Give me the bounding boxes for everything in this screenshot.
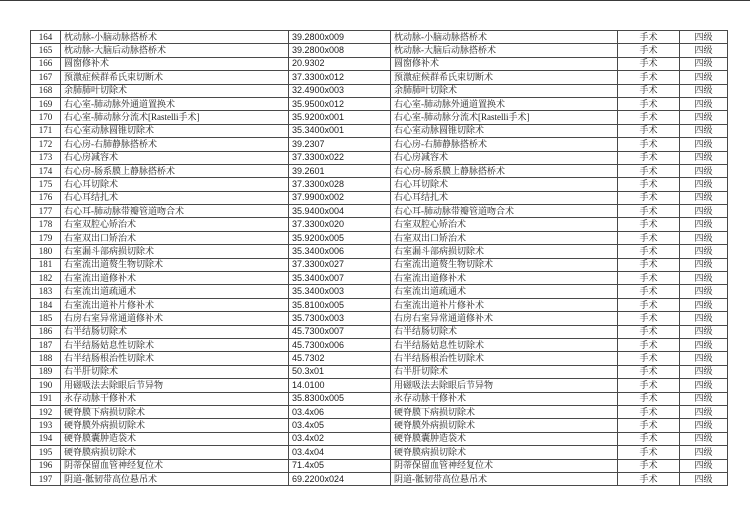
level-cell: 四级: [680, 325, 728, 338]
row-number-cell: 196: [31, 459, 61, 472]
procedure-name-repeat-cell: 硬脊膜囊肿造袋术: [391, 432, 618, 445]
category-cell: 手术: [618, 446, 680, 459]
procedure-name-repeat-cell: 右心房-右肺静脉搭桥术: [391, 138, 618, 151]
procedure-name-cell: 用磁吸法去除眼后节异物: [61, 379, 289, 392]
procedure-name-cell: 右房右室异常通道修补术: [61, 312, 289, 325]
procedure-code-cell: 39.2800x009: [289, 31, 391, 44]
procedure-code-cell: 37.9900x002: [289, 191, 391, 204]
row-number-cell: 170: [31, 111, 61, 124]
row-number-cell: 192: [31, 405, 61, 418]
level-cell: 四级: [680, 419, 728, 432]
procedure-code-cell: 35.9400x004: [289, 205, 391, 218]
procedure-name-repeat-cell: 圆窗修补术: [391, 57, 618, 70]
procedure-name-cell: 硬脊膜下病损切除术: [61, 405, 289, 418]
procedure-name-repeat-cell: 右半肝切除术: [391, 365, 618, 378]
table-row: [31, 151, 728, 164]
procedure-name-repeat-cell: 右心耳-肺动脉带瓣管道吻合术: [391, 205, 618, 218]
category-cell: 手术: [618, 124, 680, 137]
level-cell: 四级: [680, 352, 728, 365]
category-cell: 手术: [618, 312, 680, 325]
table-row: [31, 338, 728, 351]
procedure-name-cell: 硬脊膜囊肿造袋术: [61, 432, 289, 445]
level-cell: 四级: [680, 57, 728, 70]
category-cell: 手术: [618, 258, 680, 271]
procedure-code-cell: 45.7300x006: [289, 338, 391, 351]
row-number-cell: 189: [31, 365, 61, 378]
level-cell: 四级: [680, 31, 728, 44]
table-row: [31, 191, 728, 204]
procedure-name-cell: 右室流出道补片修补术: [61, 298, 289, 311]
level-cell: 四级: [680, 298, 728, 311]
level-cell: 四级: [680, 338, 728, 351]
procedure-name-cell: 右半结肠根治性切除术: [61, 352, 289, 365]
row-number-cell: 182: [31, 272, 61, 285]
row-number-cell: 186: [31, 325, 61, 338]
procedure-name-repeat-cell: 余肺肺叶切除术: [391, 84, 618, 97]
row-number-cell: 178: [31, 218, 61, 231]
category-cell: 手术: [618, 71, 680, 84]
row-number-cell: 173: [31, 151, 61, 164]
level-cell: 四级: [680, 285, 728, 298]
table-row: [31, 138, 728, 151]
category-cell: 手术: [618, 191, 680, 204]
table-row: [31, 352, 728, 365]
table-row: [31, 231, 728, 244]
procedure-name-cell: 预激症候群希氏束切断术: [61, 71, 289, 84]
table-row: [31, 164, 728, 177]
row-number-cell: 185: [31, 312, 61, 325]
row-number-cell: 166: [31, 57, 61, 70]
category-cell: 手术: [618, 365, 680, 378]
procedure-name-repeat-cell: 右室双出口矫治术: [391, 231, 618, 244]
category-cell: 手术: [618, 432, 680, 445]
table-row: [31, 405, 728, 418]
procedure-name-cell: 右心室-肺动脉分流术[Rastelli手术]: [61, 111, 289, 124]
table-row: [31, 245, 728, 258]
category-cell: 手术: [618, 31, 680, 44]
procedure-name-repeat-cell: 枕动脉-小脑动脉搭桥术: [391, 31, 618, 44]
row-number-cell: 179: [31, 231, 61, 244]
table-row: [31, 124, 728, 137]
level-cell: 四级: [680, 405, 728, 418]
procedure-name-repeat-cell: 右心房减容术: [391, 151, 618, 164]
procedure-name-cell: 阴蒂保留血管神经复位术: [61, 459, 289, 472]
procedure-name-cell: 右心耳切除术: [61, 178, 289, 191]
table-row: [31, 31, 728, 44]
procedure-code-cell: 50.3x01: [289, 365, 391, 378]
category-cell: 手术: [618, 419, 680, 432]
table-row: [31, 472, 728, 485]
row-number-cell: 184: [31, 298, 61, 311]
procedure-name-repeat-cell: 永存动脉干修补术: [391, 392, 618, 405]
row-number-cell: 164: [31, 31, 61, 44]
procedure-name-repeat-cell: 阴蒂保留血管神经复位术: [391, 459, 618, 472]
procedure-code-cell: 71.4x05: [289, 459, 391, 472]
table-row: [31, 97, 728, 110]
level-cell: 四级: [680, 164, 728, 177]
procedure-name-cell: 右室流出道修补术: [61, 272, 289, 285]
level-cell: 四级: [680, 231, 728, 244]
procedure-name-repeat-cell: 硬脊膜外病损切除术: [391, 419, 618, 432]
table-row: [31, 446, 728, 459]
row-number-cell: 165: [31, 44, 61, 57]
row-number-cell: 177: [31, 205, 61, 218]
procedure-name-repeat-cell: 预激症候群希氏束切断术: [391, 71, 618, 84]
row-number-cell: 167: [31, 71, 61, 84]
table-row: [31, 111, 728, 124]
procedure-name-repeat-cell: 右心室-肺动脉外通道置换术: [391, 97, 618, 110]
procedure-code-cell: 39.2601: [289, 164, 391, 177]
row-number-cell: 168: [31, 84, 61, 97]
row-number-cell: 194: [31, 432, 61, 445]
row-number-cell: 181: [31, 258, 61, 271]
procedure-code-cell: 39.2307: [289, 138, 391, 151]
level-cell: 四级: [680, 245, 728, 258]
procedure-code-cell: 32.4900x003: [289, 84, 391, 97]
procedure-name-cell: 阴道-骶韧带高位悬吊术: [61, 472, 289, 485]
category-cell: 手术: [618, 298, 680, 311]
procedure-name-cell: 右室流出道疏通术: [61, 285, 289, 298]
procedure-code-cell: 35.9200x001: [289, 111, 391, 124]
level-cell: 四级: [680, 84, 728, 97]
procedure-name-cell: 右心室-肺动脉外通道置换术: [61, 97, 289, 110]
table-row: [31, 365, 728, 378]
category-cell: 手术: [618, 84, 680, 97]
procedure-code-cell: 03.4x06: [289, 405, 391, 418]
table-row: [31, 272, 728, 285]
category-cell: 手术: [618, 405, 680, 418]
level-cell: 四级: [680, 392, 728, 405]
level-cell: 四级: [680, 312, 728, 325]
category-cell: 手术: [618, 472, 680, 485]
row-number-cell: 175: [31, 178, 61, 191]
level-cell: 四级: [680, 191, 728, 204]
procedure-name-cell: 右心房-右肺静脉搭桥术: [61, 138, 289, 151]
category-cell: 手术: [618, 379, 680, 392]
category-cell: 手术: [618, 111, 680, 124]
level-cell: 四级: [680, 365, 728, 378]
row-number-cell: 191: [31, 392, 61, 405]
procedure-code-cell: 45.7302: [289, 352, 391, 365]
table-row: [31, 459, 728, 472]
procedure-name-repeat-cell: 右室流出道补片修补术: [391, 298, 618, 311]
level-cell: 四级: [680, 138, 728, 151]
category-cell: 手术: [618, 245, 680, 258]
category-cell: 手术: [618, 151, 680, 164]
table-row: [31, 44, 728, 57]
procedure-code-cell: 35.8300x005: [289, 392, 391, 405]
table-row: [31, 71, 728, 84]
procedure-name-cell: 右心耳结扎术: [61, 191, 289, 204]
procedure-name-repeat-cell: 用磁吸法去除眼后节异物: [391, 379, 618, 392]
procedure-code-cell: 35.9500x012: [289, 97, 391, 110]
category-cell: 手术: [618, 325, 680, 338]
table-body: [31, 31, 728, 486]
table-row: [31, 298, 728, 311]
category-cell: 手术: [618, 138, 680, 151]
procedure-code-cell: 35.3400x007: [289, 272, 391, 285]
level-cell: 四级: [680, 124, 728, 137]
level-cell: 四级: [680, 111, 728, 124]
procedure-code-cell: 20.9302: [289, 57, 391, 70]
procedure-table: [30, 30, 728, 486]
procedure-code-cell: 35.3400x006: [289, 245, 391, 258]
procedure-name-repeat-cell: 右心室动脉圆锥切除术: [391, 124, 618, 137]
row-number-cell: 193: [31, 419, 61, 432]
procedure-code-cell: 45.7300x007: [289, 325, 391, 338]
category-cell: 手术: [618, 218, 680, 231]
row-number-cell: 195: [31, 446, 61, 459]
level-cell: 四级: [680, 472, 728, 485]
table-row: [31, 84, 728, 97]
procedure-name-cell: 右室双出口矫治术: [61, 231, 289, 244]
procedure-code-cell: 03.4x04: [289, 446, 391, 459]
row-number-cell: 174: [31, 164, 61, 177]
procedure-code-cell: 35.7300x003: [289, 312, 391, 325]
procedure-name-cell: 右心房-肠系膜上静脉搭桥术: [61, 164, 289, 177]
procedure-code-cell: 03.4x02: [289, 432, 391, 445]
level-cell: 四级: [680, 272, 728, 285]
table-row: [31, 325, 728, 338]
procedure-code-cell: 35.3400x003: [289, 285, 391, 298]
table-row: [31, 218, 728, 231]
procedure-name-repeat-cell: 阴道-骶韧带高位悬吊术: [391, 472, 618, 485]
table-row: [31, 285, 728, 298]
table-row: [31, 57, 728, 70]
category-cell: 手术: [618, 164, 680, 177]
procedure-name-cell: 枕动脉-小脑动脉搭桥术: [61, 31, 289, 44]
category-cell: 手术: [618, 97, 680, 110]
procedure-name-repeat-cell: 右房右室异常通道修补术: [391, 312, 618, 325]
category-cell: 手术: [618, 178, 680, 191]
table-row: [31, 432, 728, 445]
level-cell: 四级: [680, 459, 728, 472]
level-cell: 四级: [680, 205, 728, 218]
procedure-name-repeat-cell: 枕动脉-大脑后动脉搭桥术: [391, 44, 618, 57]
table-row: [31, 392, 728, 405]
procedure-name-repeat-cell: 右室流出道疏通术: [391, 285, 618, 298]
procedure-name-cell: 圆窗修补术: [61, 57, 289, 70]
level-cell: 四级: [680, 44, 728, 57]
table-row: [31, 178, 728, 191]
procedure-name-repeat-cell: 硬脊膜病损切除术: [391, 446, 618, 459]
row-number-cell: 180: [31, 245, 61, 258]
category-cell: 手术: [618, 459, 680, 472]
procedure-name-cell: 右室流出道赘生物切除术: [61, 258, 289, 271]
row-number-cell: 197: [31, 472, 61, 485]
procedure-code-cell: 37.3300x022: [289, 151, 391, 164]
category-cell: 手术: [618, 338, 680, 351]
procedure-name-repeat-cell: 右室流出道赘生物切除术: [391, 258, 618, 271]
procedure-name-cell: 右室漏斗部病损切除术: [61, 245, 289, 258]
procedure-name-repeat-cell: 右室流出道修补术: [391, 272, 618, 285]
procedure-code-cell: 03.4x05: [289, 419, 391, 432]
row-number-cell: 171: [31, 124, 61, 137]
level-cell: 四级: [680, 379, 728, 392]
row-number-cell: 187: [31, 338, 61, 351]
category-cell: 手术: [618, 44, 680, 57]
procedure-name-cell: 右室双腔心矫治术: [61, 218, 289, 231]
procedure-code-cell: 35.8100x005: [289, 298, 391, 311]
level-cell: 四级: [680, 218, 728, 231]
row-number-cell: 188: [31, 352, 61, 365]
procedure-code-cell: 37.3300x020: [289, 218, 391, 231]
table-row: [31, 419, 728, 432]
procedure-name-cell: 右心耳-肺动脉带瓣管道吻合术: [61, 205, 289, 218]
procedure-code-cell: 39.2800x008: [289, 44, 391, 57]
page-top-rule: [0, 0, 750, 1]
procedure-name-cell: 右心室动脉圆锥切除术: [61, 124, 289, 137]
procedure-name-cell: 永存动脉干修补术: [61, 392, 289, 405]
level-cell: 四级: [680, 178, 728, 191]
category-cell: 手术: [618, 205, 680, 218]
category-cell: 手术: [618, 285, 680, 298]
procedure-name-repeat-cell: 右心房-肠系膜上静脉搭桥术: [391, 164, 618, 177]
procedure-name-repeat-cell: 右半结肠姑息性切除术: [391, 338, 618, 351]
procedure-name-cell: 硬脊膜病损切除术: [61, 446, 289, 459]
procedure-code-cell: 37.3300x028: [289, 178, 391, 191]
procedure-code-cell: 35.9200x005: [289, 231, 391, 244]
level-cell: 四级: [680, 432, 728, 445]
procedure-code-cell: 35.3400x001: [289, 124, 391, 137]
table-row: [31, 205, 728, 218]
procedure-name-cell: 右半结肠姑息性切除术: [61, 338, 289, 351]
procedure-name-repeat-cell: 右室漏斗部病损切除术: [391, 245, 618, 258]
procedure-name-repeat-cell: 右室双腔心矫治术: [391, 218, 618, 231]
procedure-name-repeat-cell: 右心室-肺动脉分流术[Rastelli手术]: [391, 111, 618, 124]
procedure-name-cell: 右半肝切除术: [61, 365, 289, 378]
category-cell: 手术: [618, 352, 680, 365]
procedure-code-cell: 14.0100: [289, 379, 391, 392]
category-cell: 手术: [618, 231, 680, 244]
row-number-cell: 169: [31, 97, 61, 110]
category-cell: 手术: [618, 392, 680, 405]
level-cell: 四级: [680, 258, 728, 271]
row-number-cell: 176: [31, 191, 61, 204]
procedure-code-cell: 37.3300x027: [289, 258, 391, 271]
category-cell: 手术: [618, 272, 680, 285]
procedure-name-repeat-cell: 右半结肠切除术: [391, 325, 618, 338]
level-cell: 四级: [680, 71, 728, 84]
table-row: [31, 312, 728, 325]
procedure-name-cell: 右半结肠切除术: [61, 325, 289, 338]
procedure-name-repeat-cell: 硬脊膜下病损切除术: [391, 405, 618, 418]
procedure-name-repeat-cell: 右半结肠根治性切除术: [391, 352, 618, 365]
procedure-name-cell: 硬脊膜外病损切除术: [61, 419, 289, 432]
procedure-code-cell: 69.2200x024: [289, 472, 391, 485]
procedure-name-cell: 枕动脉-大脑后动脉搭桥术: [61, 44, 289, 57]
procedure-code-cell: 37.3300x012: [289, 71, 391, 84]
row-number-cell: 172: [31, 138, 61, 151]
row-number-cell: 183: [31, 285, 61, 298]
category-cell: 手术: [618, 57, 680, 70]
table-row: [31, 258, 728, 271]
row-number-cell: 190: [31, 379, 61, 392]
procedure-name-cell: 右心房减容术: [61, 151, 289, 164]
procedure-name-repeat-cell: 右心耳切除术: [391, 178, 618, 191]
level-cell: 四级: [680, 446, 728, 459]
table-row: [31, 379, 728, 392]
procedure-name-repeat-cell: 右心耳结扎术: [391, 191, 618, 204]
procedure-name-cell: 余肺肺叶切除术: [61, 84, 289, 97]
level-cell: 四级: [680, 151, 728, 164]
level-cell: 四级: [680, 97, 728, 110]
